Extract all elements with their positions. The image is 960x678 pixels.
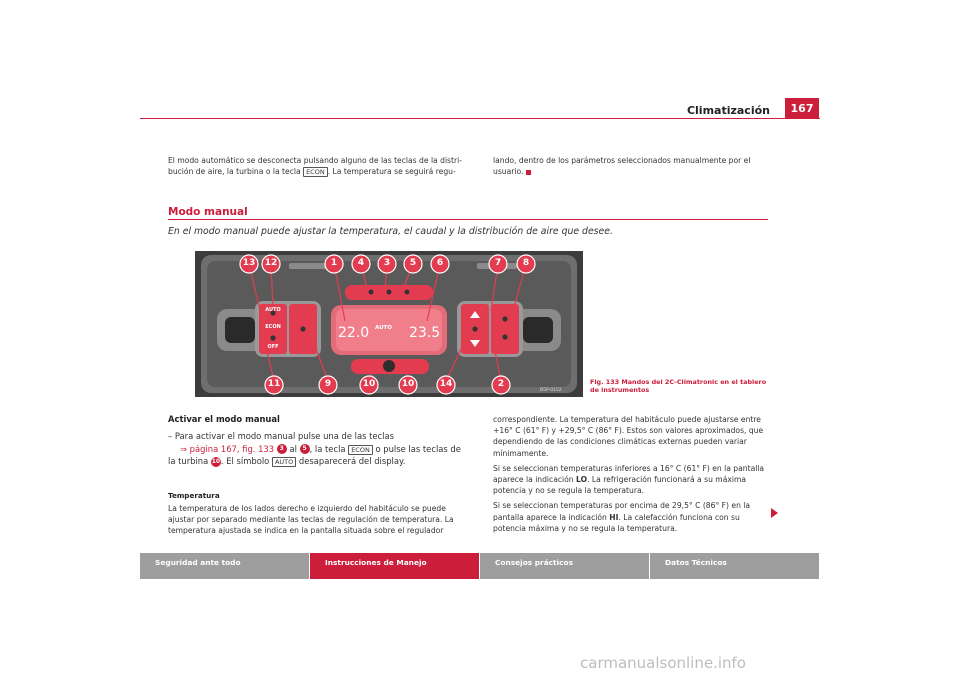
- nav-instrucciones[interactable]: Instrucciones de Manejo: [310, 553, 479, 579]
- activate-text-4: o pulse las teclas de la turbina: [168, 443, 461, 466]
- intro-left-text-1: El modo automático se desconecta pulsando alguno de las teclas de la distri-bución de aire, la turbina o la tecla: [168, 156, 462, 177]
- figure-reference-link[interactable]: ⇒ página 167, fig. 133: [180, 443, 275, 454]
- figure-code: B5P-0152: [540, 388, 562, 393]
- callout-7: 7: [494, 258, 502, 268]
- nav-consejos[interactable]: Consejos prácticos: [480, 553, 649, 579]
- activate-instruction: [168, 430, 468, 468]
- figure-caption: Fig. 133 Mandos del 2C-Climatronic en el tablero de instrumentos: [590, 378, 767, 394]
- activate-text-5: . El símbolo: [220, 456, 270, 466]
- right-paragraph-3-text-a: Si se seleccionan temperaturas por encima de 29,5° C (86° F) en la pantalla aparece la indicación: [493, 501, 751, 522]
- footer-navigation: [140, 553, 820, 579]
- econ-button-label: ECON: [265, 324, 281, 330]
- off-button-label: OFF: [267, 344, 279, 350]
- auto-button-label: AUTO: [265, 307, 281, 313]
- activate-text-3: , la tecla: [309, 443, 346, 454]
- activate-text-2: al: [289, 443, 297, 454]
- intro-left-text-2: . La temperatura se seguirá regu-: [327, 167, 456, 177]
- watermark: carmanualsonline.info: [580, 654, 746, 672]
- section-subtitle: En el modo manual puede ajustar la temperatura, el caudal y la distribución de aire que desee.: [168, 226, 613, 237]
- callout-3: 3: [383, 258, 391, 268]
- callout-6: 6: [436, 258, 444, 268]
- callout-14: 14: [439, 379, 453, 389]
- right-paragraph-3: [493, 500, 768, 534]
- econ-key-label: ECON: [348, 445, 373, 455]
- display-right-temperature: 23.5: [409, 325, 441, 341]
- next-page-arrow-icon[interactable]: [771, 508, 778, 518]
- hi-indicator: HI: [609, 512, 619, 522]
- climatronic-figure: [195, 251, 583, 397]
- callout-10-right: 10: [401, 379, 415, 389]
- callout-13: 13: [242, 258, 256, 268]
- right-paragraph-2-text-a: Si se seleccionan temperaturas inferiores a 16° C (61° F) en la pantalla aparece la indicación: [493, 463, 765, 485]
- right-paragraph-1: correspondiente. La temperatura del habitáculo puede ajustarse entre +16° C (61° F) y +29,5° C (86° F). Estos son valores aproximados, que dependiendo de las condiciones climáticas externas pueden variar mínimamente.: [493, 415, 764, 458]
- callout-2: 2: [497, 379, 505, 389]
- right-paragraph-2-text-c: . La refrigeración funcionará a su máxima potencia y no se regula la temperatura.: [493, 475, 747, 496]
- right-paragraph-3-text-c: . La calefacción funciona con su potencia máxima y no se regula la temperatura.: [493, 512, 740, 533]
- callout-11: 11: [267, 379, 281, 389]
- right-column: [493, 414, 768, 534]
- page-number: 167: [785, 98, 819, 118]
- intro-right-text: lando, dentro de los parámetros seleccionados manualmente por el usuario.: [493, 156, 751, 177]
- right-paragraph-2: [493, 463, 768, 497]
- ref-10-icon: 10: [211, 457, 221, 465]
- econ-key-label: ECON: [303, 167, 328, 177]
- display-auto-indicator: AUTO: [375, 325, 392, 331]
- callout-8: 8: [522, 258, 530, 268]
- section-divider: [168, 219, 768, 220]
- callout-10-left: 10: [362, 379, 376, 389]
- temperature-body: La temperatura de los lados derecho e izquierdo del habitáculo se puede ajustar por separado mediante las teclas de regulación de temperatura. La temperatura ajustada se indica en la pantalla situada sobre el regulador: [168, 504, 454, 536]
- callout-9: 9: [324, 379, 332, 389]
- nav-datos[interactable]: Datos Técnicos: [650, 553, 819, 579]
- figure-callouts: [195, 251, 583, 397]
- callout-5: 5: [409, 258, 417, 268]
- section-title: Modo manual: [168, 206, 248, 218]
- callout-1: 1: [330, 258, 338, 268]
- intro-left-paragraph: [168, 155, 483, 177]
- activate-text-1: – Para activar el modo manual pulse una de las teclas: [168, 431, 395, 441]
- nav-seguridad[interactable]: Seguridad ante todo: [140, 553, 309, 579]
- callout-12: 12: [264, 258, 278, 268]
- ref-5-icon: 5: [300, 444, 310, 454]
- activate-text-6: desaparecerá del display.: [298, 456, 406, 466]
- header-divider: [140, 118, 820, 119]
- display-left-temperature: 22.0: [338, 325, 370, 341]
- chapter-title: Climatización: [686, 104, 770, 117]
- ref-3-icon: 3: [277, 444, 287, 454]
- auto-key-label: AUTO: [272, 457, 296, 467]
- intro-right-paragraph: [493, 155, 768, 177]
- callout-4: 4: [357, 258, 365, 268]
- end-marker-icon: [526, 170, 531, 175]
- lo-indicator: LO: [576, 475, 588, 485]
- activate-title: Activar el modo manual: [168, 414, 280, 424]
- temperature-title: Temperatura: [168, 491, 220, 500]
